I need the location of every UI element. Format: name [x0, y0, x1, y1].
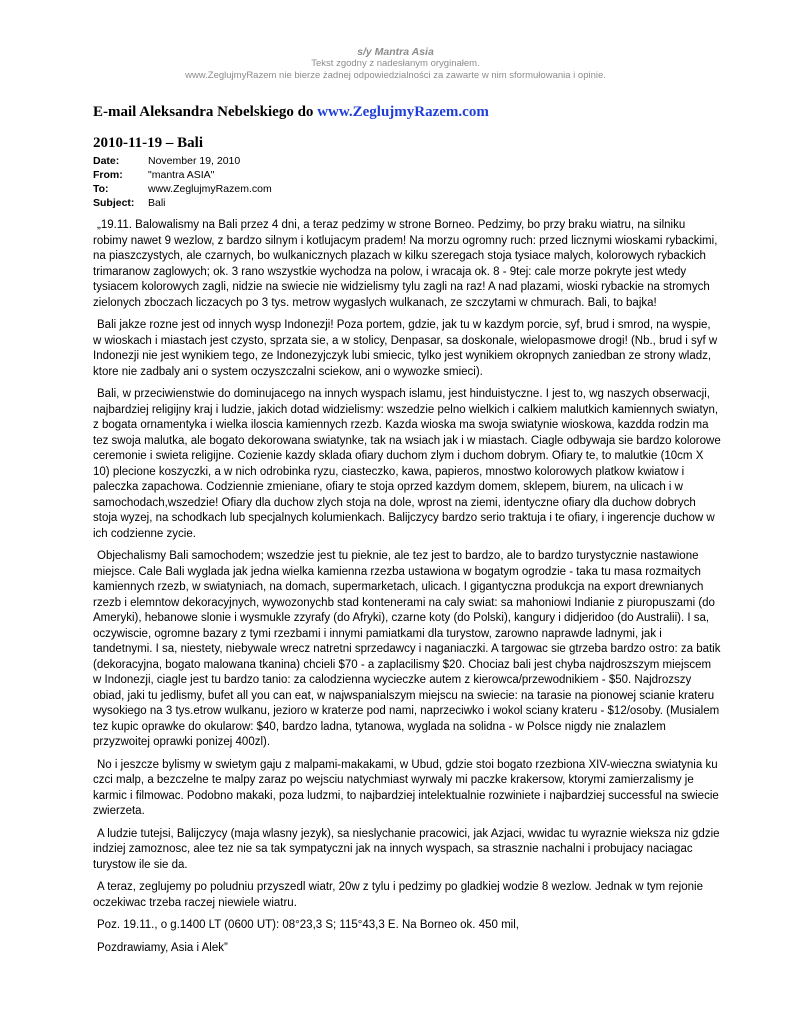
body-paragraph: Pozdrawiamy, Asia i Alek” — [97, 941, 228, 954]
meta-value: Bali — [148, 197, 166, 209]
meta-value: www.ZeglujmyRazem.com — [148, 183, 272, 195]
body-paragraph: Bali jakze rozne jest od innych wysp Indonezji! Poza portem, gdzie, jak tu w kazdym porcie, syf, brud i smrod, na wyspie, w wioskach i miastach jest czysto, sprzata sie, a w stolicy, Denpasar, sa doskonale, wielopasmowe drogi! (Nb., brud i syf w Indonezji nie jest wynikiem tego, ze Indonezyjczyk lubi smiecic, tylko jest wynikiem okropnych zaniedban ze strony wladz, ktore nie zadbaly ani o system oczyszczalni sciekow, ani o wywozke smieci). — [93, 319, 718, 378]
meta-label: From: — [93, 169, 123, 181]
body-paragraph: No i jeszcze bylismy w swietym gaju z malpami-makakami, w Ubud, gdzie stoi bogato rzezbiona XIV-wieczna swiatynia ku czci malp, a bezczelne te malpy zaraz po wejsciu natychmiast wyrwaly mi paczke krakersow, ktorymi zamierzalismy je karmic i filmowac. Podobno makaki, poza ludzmi, to najbardziej intelektualnie rozwiniete i najbardziej successful na swiecie zwierzeta. — [93, 758, 719, 817]
body-paragraph: „19.11. Balowalismy na Bali przez 4 dni, a teraz pedzimy w strone Borneo. Pedzimy, bo przy braku wiatru, na silniku robimy nawet 9 wezlow, z bardzo silnym i kotlujacym pradem! Na morzu ogromny ruch: przed licznymi wioskami rybackimi, na piaszczystych, ale czarnych, bo wulkanicznych plazach w kilku szeregach stoja tysiace malych, kolorowych rybackich trimaranow zaglowych; ok. 3 rano wszystkie wychodza na polow, i wracaja ok. 8 - 9tej: cale morze pokryte jest wtedy tysiacem kolorowych zagli, nidzie na swiecie nie widzielismy tylu zagli na raz! A nad plazami, wioski rybackie na stromych zielonych zboczach liczacych po 3 tys. metrow wygaslych wulkanach, ze szczytami w chmurach. Bali, to bajka! — [93, 219, 718, 309]
meta-label: Subject: — [93, 197, 135, 209]
meta-value: "mantra ASIA" — [148, 169, 215, 181]
ship-name: s/y Mantra Asia — [357, 46, 434, 58]
meta-label: To: — [93, 183, 109, 195]
email-title — [93, 102, 489, 122]
email-meta — [93, 154, 272, 210]
body-paragraph: Poz. 19.11., o g.1400 LT (0600 UT): 08°23,3 S; 115°43,3 E. Na Borneo ok. 450 mil, — [97, 919, 519, 931]
body-paragraph: Objechalismy Bali samochodem; wszedzie jest tu pieknie, ale tez jest to bardzo, ale to bardzo turystycznie nastawione miejsce. Cale Bali wyglada jak jedna wielka kamienna rzezba ustawiona w bogatym ogrodzie - taka tu masa rozmaitych kamiennych rzezb, w swiatyniach, na domach, supermarketach, ulicach. I gigantyczna produkcja na export drewnianych rzezb i elemntow dekoracyjnych, wywozonychb stad kontenerami na caly swiat: sa mahoniowi Indianie z piuropuszami (do Ameryki), hebanowe slonie i wysmukle zzyrafy (do Afryki), czarne koty (do Polski), kangury i didjeridoo (do Australii). I sa, oczywiscie, ogromne bazary z tymi rzezbami i innymi pamiatkami dla turystow, zarowno naprawde ladnymi, jak i tandetnymi. I sa, niestety, niebywale wrecz natretni sprzedawcy i naganiaczki. A targowac sie gtrzeba bardzo ostro: za batik (dekoracyjna, bogato malowana tkanina) chcieli $70 - a zaplacilismy $20. Chociaz bali jest chyba najdroszszym miejscem w Indonezji, ciagle jest tu bardzo tanio: za calodzienna wycieczke autem z kierowca/przewodnikiem - $50. Najdrozszy obiad, jaki tu jedlismy, bufet all you can eat, w najwspanialszym miejscu na swiecie: na tarasie na pionowej scianie krateru wysokiego na 3 tys.etrow wulkanu, jezioro w kraterze pod nami, naprzeciwko i wokol sciany krateru - $12/osoby. (Musialem tez kupic oprawke do okularow: $40, bardzo ladna, tytanowa, wyglada na solidna - w Polsce nigdy nie znalazlem przyzwoitej oprawki ponizej 400zl). — [93, 550, 721, 748]
meta-row-date — [93, 154, 272, 168]
meta-row-to — [93, 182, 272, 196]
meta-label: Date: — [93, 155, 120, 167]
body-paragraph: A teraz, zeglujemy po poludniu przyszedl wiatr, 20w z tylu i pedzimy po gladkiej wodzie 8 wezlow. Jednak w tym rejonie oczekiwac trzeba raczej niewiele wiatru. — [93, 881, 703, 909]
meta-row-from — [93, 168, 272, 182]
header-note-2: www.ZeglujmyRazem nie bierze żadnej odpowiedzialności za zawarte w nim sformułowania i opinie. — [185, 70, 606, 81]
header-note-1: Tekst zgodny z nadesłanym oryginałem. — [311, 58, 480, 69]
meta-value: November 19, 2010 — [148, 155, 241, 167]
date-heading: 2010-11-19 – Bali — [93, 135, 204, 151]
email-body — [93, 218, 721, 963]
site-link[interactable]: www.ZeglujmyRazem.com — [317, 104, 489, 120]
document-header — [0, 46, 791, 82]
meta-row-subject — [93, 196, 272, 210]
body-paragraph: A ludzie tutejsi, Balijczycy (maja wlasny jezyk), sa nieslychanie pracowici, jak Azjaci, wwidac tu wyraznie wieksza niz gdzie indziej zamoznosc, alee tez nie sa tak sympatyczni jak na innych wyspach, sa strasznie nachalni i probujacy naciagac turystow ile sie da. — [93, 827, 720, 871]
body-paragraph: Bali, w przeciwienstwie do dominujacego na innych wyspach islamu, jest hinduistyczne. I jest to, wg naszych obserwacji, najbardziej religijny kraj i ludzie, jakich dotad widzielismy: wszedzie pelno wielkich i calkiem malutkich kamiennych swiatyn, z bogata ornamentyka i wielka iloscia kamiennych rzezb. Kazda wioska ma swoja swiatynie wioskowa, kazdda rodzin ma tez swoja malutka, ale bogato dekorowana swiatynke, tak na wsiach jak i w miastach. Ciagle odbywaja sie bardzo kolorowe ceremonie i swieta religijne. Cozienie kazdy sklada ofiary duchom zlym i duchom dobrym. Ofiary te, to malutkie (10cm X 10) plecione koszyczki, a w nich odrobinka ryzu, ciasteczko, kawa, papieros, mnostwo kolorowych platkow kwiatow i paleczka zapachowa. Codziennie zmieniane, ofiary te stoja oprzed kazdym domem, sklepem, biurem, na ulicach i w samochodach,wszedzie! Ofiary dla duchow zlych stoja na dole, wprost na ziemi, identyczne ofiary dla duchow dobrych stoja wyzej, na schodkach lub specjalnych kolumienkach. Balijczycy bardzo serio traktuja i te ofiary, i ingerencje duchow w ich codzienne zycie. — [93, 388, 721, 540]
title-prefix: E-mail Aleksandra Nebelskiego do — [93, 104, 318, 120]
